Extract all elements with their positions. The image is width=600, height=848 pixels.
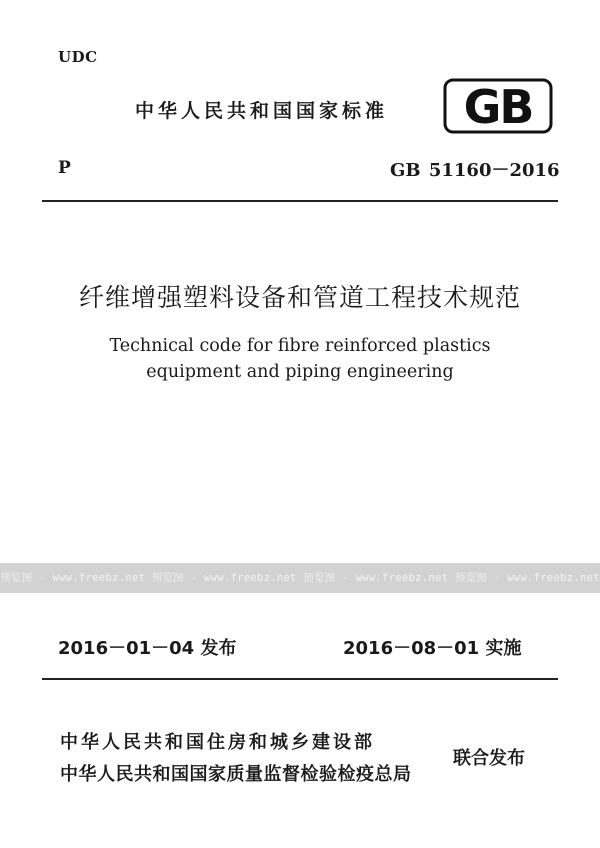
english-title-line-1: Technical code for fibre reinforced plastics: [109, 336, 491, 356]
issuer-aqsiq: 中华人民共和国国家质量监督检验检疫总局: [60, 764, 412, 785]
issuer-ministry-housing: 中华人民共和国住房和城乡建设部: [60, 732, 375, 753]
document-title-english: [70, 333, 530, 385]
category-code: P: [58, 158, 71, 178]
udc-label: UDC: [58, 48, 98, 66]
effective-date: 2016－08－01 实施: [343, 638, 522, 659]
top-divider: [42, 200, 558, 202]
national-standard-title: 中华人民共和国国家标准: [135, 100, 389, 122]
joint-issue-label: 联合发布: [453, 748, 525, 769]
bottom-divider: [42, 678, 558, 680]
document-title-chinese: 纤维增强塑料设备和管道工程技术规范: [78, 283, 521, 312]
watermark-text: 预览图 - www.freebz.net 预览图 - www.freebz.net 预览图 - www.freebz.net 预览图 - www.freebz.net: [0, 572, 600, 584]
standard-number: GB 51160－2016: [390, 160, 560, 181]
gb-logo: [443, 76, 553, 136]
issue-date: 2016－01－04 发布: [58, 638, 237, 659]
gb-logo-text: GB: [463, 80, 533, 134]
english-title-line-2: equipment and piping engineering: [146, 362, 454, 382]
